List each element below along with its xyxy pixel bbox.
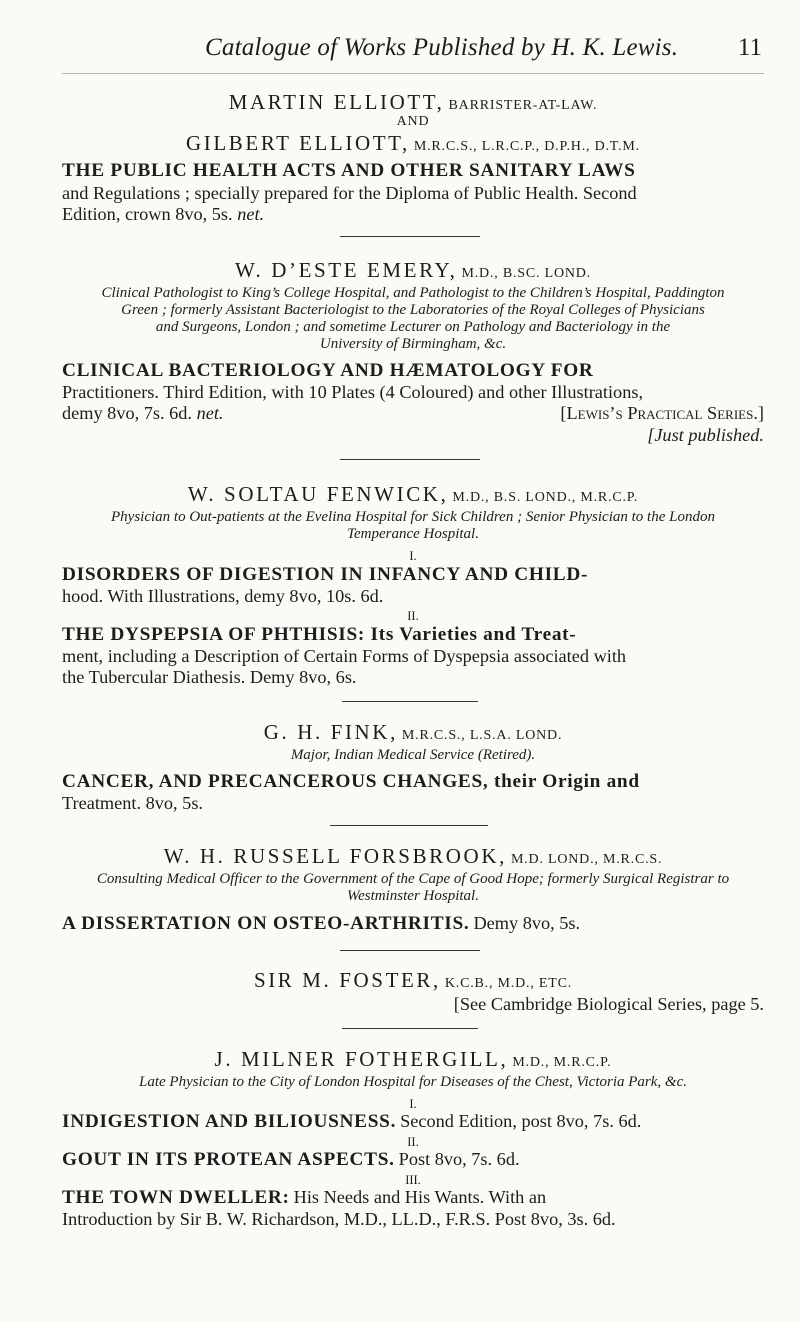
section-divider xyxy=(330,825,488,826)
author-line: G. H. FINK, M.R.C.S., L.S.A. LOND. xyxy=(263,720,563,744)
series-note: [Lewis’s Practical Series.] xyxy=(560,403,764,423)
book-description: Second Edition, post 8vo, 7s. 6d. xyxy=(400,1111,642,1131)
section-divider xyxy=(340,459,480,460)
author-line: SIR M. FOSTER, K.C.B., M.D., ETC. xyxy=(253,968,573,992)
work-number: II. xyxy=(407,609,419,623)
cross-reference-note: [See Cambridge Biological Series, page 5. xyxy=(453,994,764,1014)
book-description: Edition, crown 8vo, 5s. net. xyxy=(62,204,265,224)
book-title: CANCER, AND PRECANCEROUS CHANGES, their Origin and xyxy=(62,771,640,792)
author-affiliation: Consulting Medical Officer to the Government of the Cape of Good Hope; formerly Surgical Registrar to xyxy=(96,871,730,887)
header-title: Catalogue of Works Published by H. K. Lewis. xyxy=(205,34,679,61)
section-divider xyxy=(340,236,480,237)
work-number: I. xyxy=(409,1097,417,1111)
book-description: Demy 8vo, 5s. xyxy=(473,913,581,933)
book-description: Post 8vo, 7s. 6d. xyxy=(398,1149,520,1169)
book-entry xyxy=(62,1149,764,1171)
book-description: His Needs and His Wants. With an xyxy=(293,1187,547,1207)
author-line: W. SOLTAU FENWICK, M.D., B.S. LOND., M.R.C.P. xyxy=(187,482,639,506)
author-affiliation: University of Birmingham, &c. xyxy=(319,336,507,352)
book-description: Practitioners. Third Edition, with 10 Plates (4 Coloured) and other Illustrations, xyxy=(62,382,644,402)
work-number: I. xyxy=(409,549,417,563)
publication-note: [Just published. xyxy=(647,425,764,445)
book-description: demy 8vo, 7s. 6d. net. xyxy=(62,403,224,423)
author-affiliation: Clinical Pathologist to King’s College Hospital, and Pathologist to the Children’s Hospital, Paddington xyxy=(101,285,725,301)
author-line: MARTIN ELLIOTT, BARRISTER-AT-LAW. xyxy=(228,90,598,114)
author-affiliation: Temperance Hospital. xyxy=(347,526,479,542)
page-number: 11 xyxy=(737,34,762,61)
book-title: A DISSERTATION ON OSTEO-ARTHRITIS. xyxy=(62,913,470,934)
author-affiliation: Late Physician to the City of London Hospital for Diseases of the Chest, Victoria Park, &c. xyxy=(138,1074,687,1090)
author-affiliation: Green ; formerly Assistant Bacteriologist to the Laboratories of the Royal Colleges of Physicians xyxy=(121,302,705,318)
section-divider xyxy=(342,701,478,702)
author-line: J. MILNER FOTHERGILL, M.D., M.R.C.P. xyxy=(214,1047,612,1071)
book-title: THE DYSPEPSIA OF PHTHISIS: Its Varieties and Treat- xyxy=(62,624,577,645)
book-description: Treatment. 8vo, 5s. xyxy=(62,793,204,813)
header-rule xyxy=(62,73,764,74)
book-title: THE TOWN DWELLER: xyxy=(62,1187,290,1208)
book-title: CLINICAL BACTERIOLOGY AND HÆMATOLOGY FOR xyxy=(62,360,594,381)
conjunction: AND xyxy=(396,114,430,129)
book-description: Introduction by Sir B. W. Richardson, M.D., LL.D., F.R.S. Post 8vo, 3s. 6d. xyxy=(62,1209,616,1229)
section-divider xyxy=(340,950,480,951)
book-title: GOUT IN ITS PROTEAN ASPECTS. xyxy=(62,1149,395,1170)
author-line: GILBERT ELLIOTT, M.R.C.S., L.R.C.P., D.P.H., D.T.M. xyxy=(186,131,640,155)
author-line: W. D’ESTE EMERY, M.D., B.SC. LOND. xyxy=(235,258,591,282)
book-description: hood. With Illustrations, demy 8vo, 10s. 6d. xyxy=(62,586,384,606)
book-title: DISORDERS OF DIGESTION IN INFANCY AND CHILD- xyxy=(62,564,589,585)
book-description: ment, including a Description of Certain Forms of Dyspepsia associated with xyxy=(62,646,627,666)
book-entry xyxy=(62,1111,764,1133)
author-affiliation: Westminster Hospital. xyxy=(347,888,479,904)
book-entry xyxy=(62,913,764,935)
book-title: INDIGESTION AND BILIOUSNESS. xyxy=(62,1111,397,1132)
author-line: W. H. RUSSELL FORSBROOK, M.D. LOND., M.R.C.S. xyxy=(163,844,663,868)
author-affiliation: Physician to Out-patients at the Evelina Hospital for Sick Children ; Senior Physician to the London xyxy=(111,509,715,525)
work-number: III. xyxy=(405,1173,421,1187)
section-divider xyxy=(342,1028,478,1029)
work-number: II. xyxy=(407,1135,419,1149)
author-affiliation: Major, Indian Medical Service (Retired). xyxy=(290,747,536,763)
author-affiliation: and Surgeons, London ; and sometime Lecturer on Pathology and Bacteriology in the xyxy=(155,319,671,335)
book-description: and Regulations ; specially prepared for the Diploma of Public Health. Second xyxy=(62,183,637,203)
book-entry xyxy=(62,1187,764,1209)
book-description: the Tubercular Diathesis. Demy 8vo, 6s. xyxy=(62,667,357,687)
book-title: THE PUBLIC HEALTH ACTS AND OTHER SANITARY LAWS xyxy=(62,160,636,181)
running-header xyxy=(0,34,800,74)
